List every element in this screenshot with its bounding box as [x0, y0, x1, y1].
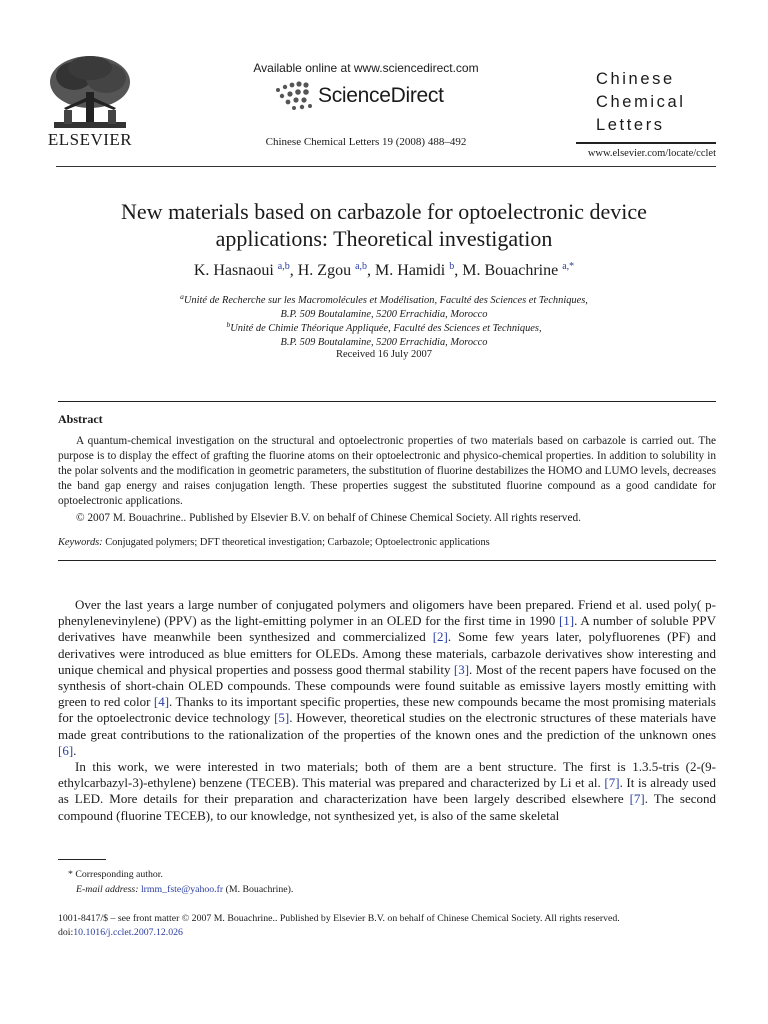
- email-note: [76, 884, 293, 895]
- affiliation-line: B.P. 509 Boutalamine, 5200 Errachidia, Morocco: [280, 309, 488, 320]
- citation-link[interactable]: [3]: [453, 661, 470, 677]
- affiliation-line: Unité de Chimie Théorique Appliquée, Faculté des Sciences et Techniques,: [230, 323, 542, 334]
- paragraph-text: . Thanks to its important specific properties, these new compounds became the most promising materials for the optoelectronic device technology: [58, 694, 716, 726]
- author-affiliation-mark[interactable]: a,b: [355, 261, 368, 272]
- title-line: New materials based on carbazole for optoelectronic device: [121, 199, 647, 224]
- citation-link[interactable]: [4]: [153, 694, 170, 710]
- doi-line: [58, 927, 183, 938]
- abstract-top-rule: [58, 401, 716, 402]
- title-line: applications: Theoretical investigation: [215, 226, 553, 251]
- paragraph-text: . Some few years later, polyfluorenes (PF) and derivatives were introduced as blue emitters for OLEDs. Among these materials, carbazole derivatives show interesting and unique chemical and physical properties and possess good thermal stability: [58, 629, 717, 677]
- email-label: E-mail address:: [76, 884, 139, 895]
- body-paragraph: [58, 597, 716, 759]
- doi-label: doi:: [58, 927, 74, 938]
- citation-link[interactable]: [5]: [274, 710, 290, 726]
- affiliation-mark: b: [226, 320, 231, 329]
- abstract-bottom-rule: [58, 560, 716, 561]
- citation-link[interactable]: [2]: [432, 629, 448, 645]
- abstract-copyright: © 2007 M. Bouachrine.. Published by Elsevier B.V. on behalf of Chinese Chemical Society. All rights reserved.: [76, 512, 581, 524]
- author-list: K. Hasnaoui $^{a,b}$, H. Zgou $^{a,b}$, M. Hamidi $^b$, M. Bouachrine $^{a,*}$: [193, 261, 575, 279]
- abstract-text: A quantum-chemical investigation on the structural and optoelectronic properties of two materials based on carbazole is carried out. The purpose is to display the effect of grafting the fluorine atoms on their optoelectronic and physico-chemical properties. In addition to solubility in the polar solvents and the modification in geometric parameters, the substitution of fluorine destabilizes the HOMO and LUMO levels, decreases the band gap energy and raises conjugation length. These properties suggest the substituted fluorine compound as a good candidate for optoelectronic applications.: [58, 435, 716, 507]
- footnote-rule: [58, 859, 106, 860]
- journal-logo-line: Chemical: [596, 93, 686, 111]
- publisher-name: ELSEVIER: [47, 130, 133, 149]
- paragraph-text: In this work, we were interested in two materials; both of them are a bent structure. The first is 1.3.5-tris (2-(9-ethylcarbazyl-3)-ethylene) benzene (TECEB). This material was prepared and characterized by Li et al.: [58, 759, 716, 791]
- author-affiliation-mark[interactable]: b: [449, 261, 455, 272]
- paragraph-text: . However, theoretical studies on the electronic structures of these materials have made great contributions to the rationalization of the properties of the known ones and the prediction of the unknown ones: [58, 710, 716, 742]
- author-affiliation-mark[interactable]: a,*: [562, 261, 575, 272]
- sciencedirect-wordmark: ScienceDirect: [318, 84, 444, 107]
- abstract-heading: Abstract: [58, 412, 103, 426]
- corresponding-author-note: [68, 869, 163, 880]
- author-name: H. Zgou: [297, 262, 352, 279]
- journal-logo-rule: [576, 142, 716, 144]
- doi-link[interactable]: 10.1016/j.cclet.2007.12.026: [73, 927, 183, 938]
- journal-reference: Chinese Chemical Letters 19 (2008) 488–492: [265, 136, 467, 148]
- footnote-mark: *: [68, 869, 73, 880]
- received-date: Received 16 July 2007: [336, 349, 432, 360]
- citation-link[interactable]: [7]: [629, 791, 645, 807]
- affiliation-line: Unité de Recherche sur les Macromolécules et Modélisation, Faculté des Sciences et Techniques,: [183, 295, 588, 306]
- paragraph-text: . Most of the recent papers have focused on the synthesis of short-chain OLED compounds. These compounds were found suitable as emissive layers mostly emitting with green to red color: [58, 661, 716, 710]
- available-online-text[interactable]: Available online at www.sciencedirect.com: [253, 61, 479, 75]
- paragraph-text: . It is already used as LED. More details for their preparation and characterization have been largely described elsewhere: [58, 775, 716, 807]
- journal-url[interactable]: www.elsevier.com/locate/cclet: [587, 148, 716, 159]
- header-divider: [56, 166, 716, 167]
- citation-link[interactable]: [6]: [58, 742, 74, 758]
- affiliation-mark: a: [180, 292, 184, 301]
- journal-logo-line: Letters: [596, 116, 665, 134]
- journal-logo-line: Chinese: [596, 70, 675, 88]
- keywords-list: Conjugated polymers; DFT theoretical investigation; Carbazole; Optoelectronic applications: [105, 537, 490, 548]
- citation-link[interactable]: [1]: [558, 613, 575, 629]
- issn-line: 1001-8417/$ – see front matter © 2007 M. Bouachrine.. Published by Elsevier B.V. on behalf of Chinese Chemical Society. All rights reserved.: [58, 913, 620, 924]
- paragraph-text: .: [73, 742, 77, 758]
- email-link[interactable]: lrmm_fste@yahoo.fr: [140, 884, 224, 895]
- author-name: M. Bouachrine: [462, 262, 559, 279]
- email-owner: (M. Bouachrine).: [225, 884, 294, 895]
- body-paragraph: [58, 759, 716, 824]
- author-name: M. Hamidi: [375, 262, 446, 279]
- paragraph-text: . The second compound (fluorine TECEB), to our knowledge, not synthesized yet, is also of the same skeletal: [58, 791, 716, 823]
- keywords-label: Keywords:: [58, 537, 103, 548]
- affiliation-line: B.P. 509 Boutalamine, 5200 Errachidia, Morocco: [280, 337, 488, 348]
- author-affiliation-mark[interactable]: a,b: [277, 261, 290, 272]
- keywords: [58, 537, 490, 548]
- paragraph-text: Over the last years a large number of conjugated polymers and oligomers have been prepared. Friend et al. used poly( p-phenylenevinylene) (PPV) as the light-emitting polymer in an OLED for the first time in 1990: [58, 597, 716, 629]
- footnote-text: Corresponding author.: [75, 869, 163, 880]
- paragraph-text: . A number of soluble PPV derivatives have meanwhile been synthesized and commercialized: [58, 613, 716, 645]
- journal-logo: [596, 68, 726, 137]
- article-title: [60, 198, 708, 252]
- author-name: K. Hasnaoui: [193, 262, 274, 279]
- affiliation: [60, 318, 708, 350]
- citation-link[interactable]: [7]: [604, 775, 620, 791]
